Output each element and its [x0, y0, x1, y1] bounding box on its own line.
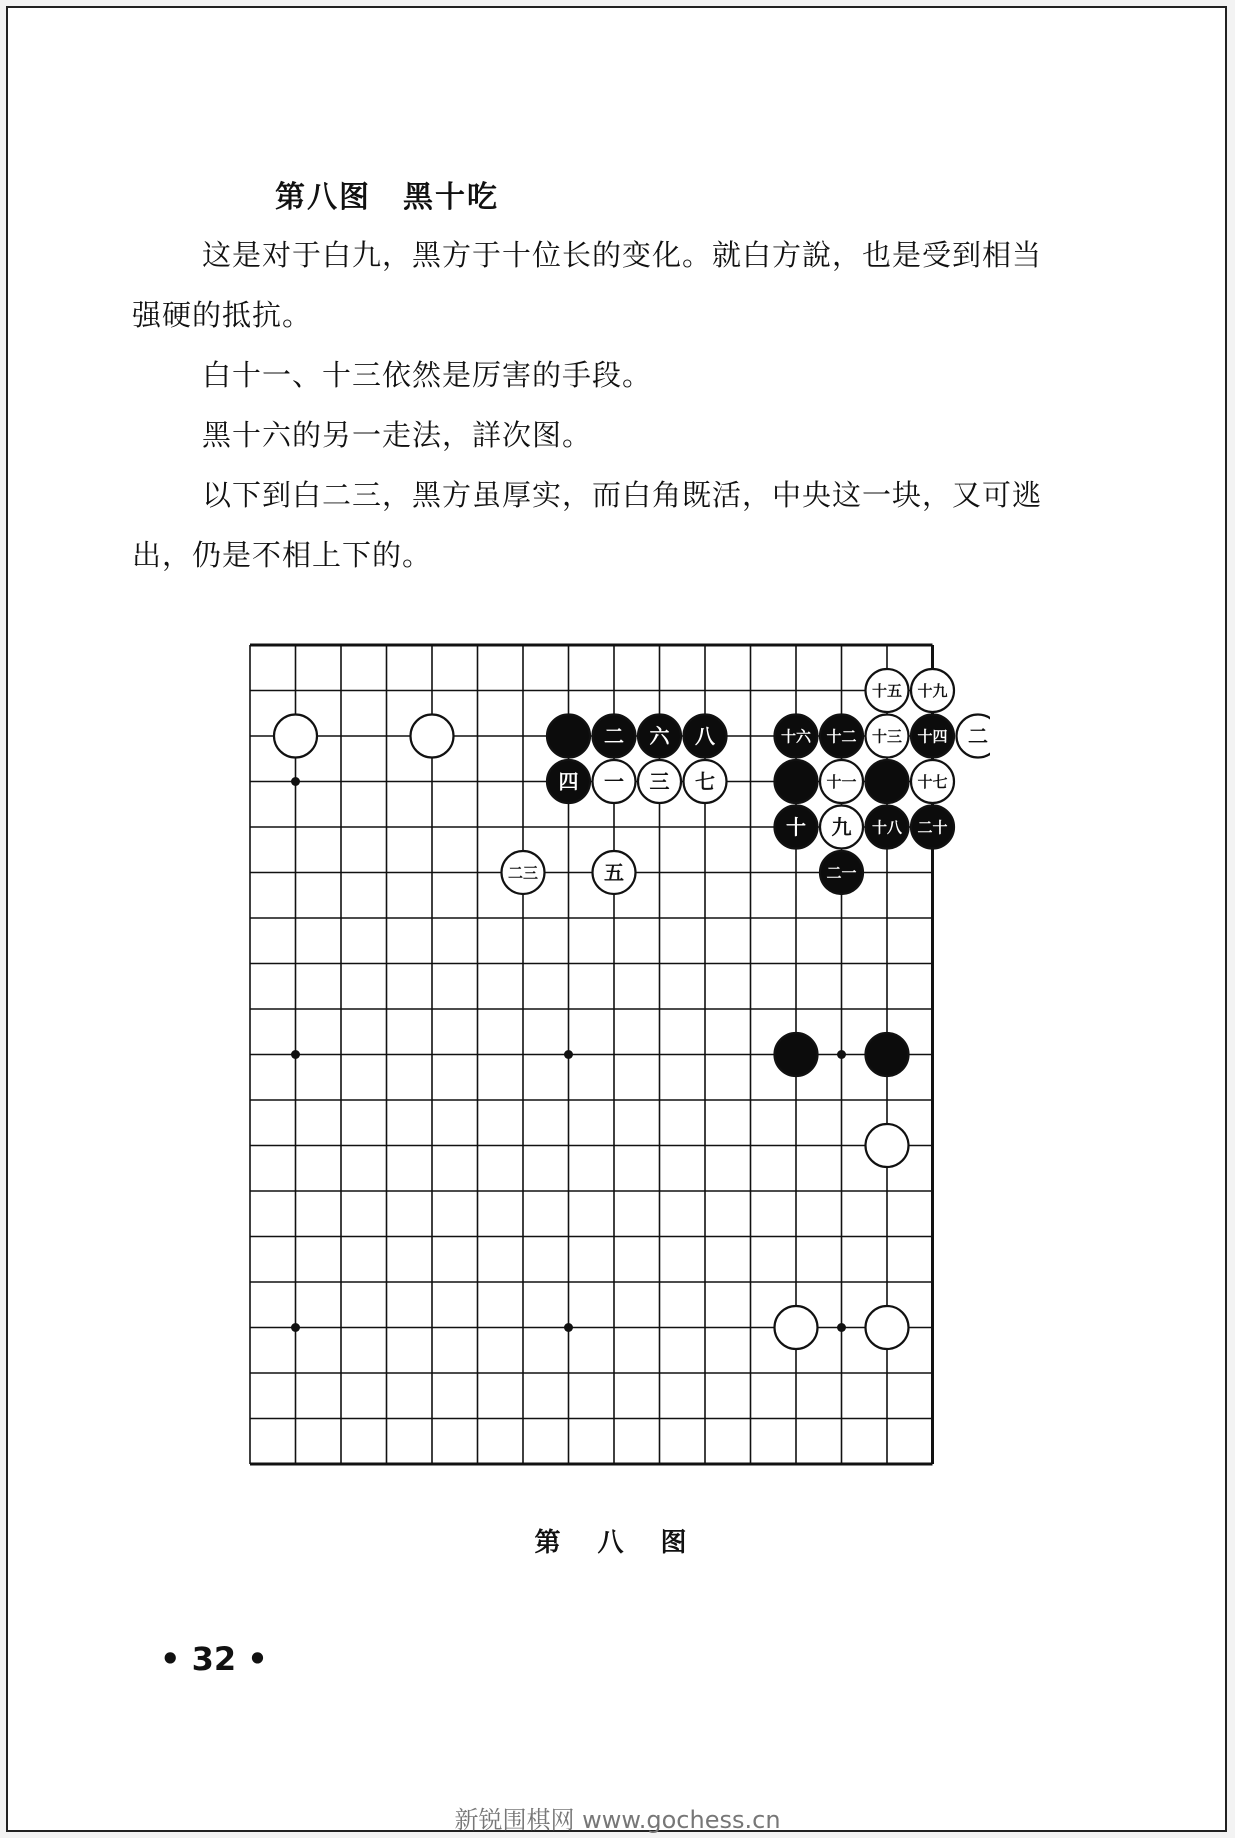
black-stone — [775, 806, 818, 849]
white-stone — [411, 715, 454, 758]
white-stone — [911, 669, 954, 712]
white-stone — [593, 851, 636, 894]
black-stone — [775, 1033, 818, 1076]
white-stone — [274, 715, 317, 758]
white-stone — [502, 851, 545, 894]
white-stone — [593, 760, 636, 803]
black-stone — [684, 715, 727, 758]
white-stone — [684, 760, 727, 803]
move-number-label: 二一 — [826, 863, 857, 882]
black-stone — [775, 715, 818, 758]
white-stone — [866, 669, 909, 712]
star-point — [837, 1323, 846, 1332]
move-number-label: 十七 — [917, 772, 948, 791]
move-number-label: 十五 — [872, 681, 902, 700]
white-stone — [866, 715, 909, 758]
black-stone — [820, 851, 863, 894]
black-stone — [866, 760, 909, 803]
paragraph-4: 以下到白二三，黑方虽厚实，而白角既活，中央这一块，又可逃出，仍是不相上下的。 — [132, 478, 1043, 572]
move-number-label: 二 — [968, 724, 988, 749]
black-stone — [866, 806, 909, 849]
star-point — [291, 1323, 300, 1332]
move-number-label: 十三 — [872, 727, 902, 746]
black-stone — [593, 715, 636, 758]
move-number-label: 十 — [786, 815, 806, 840]
star-point — [564, 1323, 573, 1332]
star-point — [291, 1050, 300, 1059]
white-stone — [866, 1306, 909, 1349]
move-number-label: 十八 — [872, 818, 903, 837]
move-number-label: 二十 — [917, 818, 948, 837]
white-stone — [775, 1306, 818, 1349]
white-stone — [638, 760, 681, 803]
site-watermark: 新锐围棋网 www.gochess.cn — [454, 1806, 781, 1834]
page-number: • 32 • — [160, 1640, 268, 1678]
figure-caption: 第 八 图 — [534, 1528, 701, 1558]
black-stone — [547, 760, 590, 803]
move-number-label: 二 — [604, 724, 624, 749]
move-number-label: 九 — [831, 815, 852, 840]
white-stone — [820, 760, 863, 803]
star-point — [564, 1050, 573, 1059]
move-number-label: 二三 — [508, 863, 538, 882]
black-stone — [820, 715, 863, 758]
move-number-label: 十六 — [781, 727, 812, 746]
white-stone — [957, 715, 991, 758]
move-number-label: 十九 — [917, 681, 948, 700]
black-stone — [911, 715, 954, 758]
move-number-label: 十二 — [826, 727, 857, 746]
move-number-label: 八 — [695, 724, 715, 749]
paragraph-3: 黑十六的另一走法，詳次图。 — [202, 418, 593, 452]
paragraph-1: 这是对于白九，黑方于十位长的变化。就白方說，也是受到相当强硬的抵抗。 — [132, 238, 1043, 332]
paragraph-2: 白十一、十三依然是厉害的手段。 — [202, 358, 653, 392]
star-point — [291, 777, 300, 786]
move-number-label: 十四 — [917, 727, 948, 746]
move-number-label: 四 — [558, 769, 579, 794]
go-board — [230, 630, 990, 1470]
black-stone — [547, 715, 590, 758]
star-point — [837, 1050, 846, 1059]
section-heading: 第八图 黑十吃 — [275, 180, 499, 215]
white-stone — [820, 806, 863, 849]
move-number-label: 五 — [604, 860, 624, 885]
white-stone — [866, 1124, 909, 1167]
move-number-label: 七 — [695, 769, 715, 794]
black-stone — [866, 1033, 909, 1076]
move-number-label: 十一 — [826, 772, 857, 791]
black-stone — [911, 806, 954, 849]
move-number-label: 三 — [649, 769, 670, 794]
move-number-label: 六 — [649, 724, 670, 749]
black-stone — [638, 715, 681, 758]
move-number-label: 一 — [604, 769, 624, 794]
go-board-diagram — [230, 630, 990, 1470]
black-stone — [775, 760, 818, 803]
white-stone — [911, 760, 954, 803]
